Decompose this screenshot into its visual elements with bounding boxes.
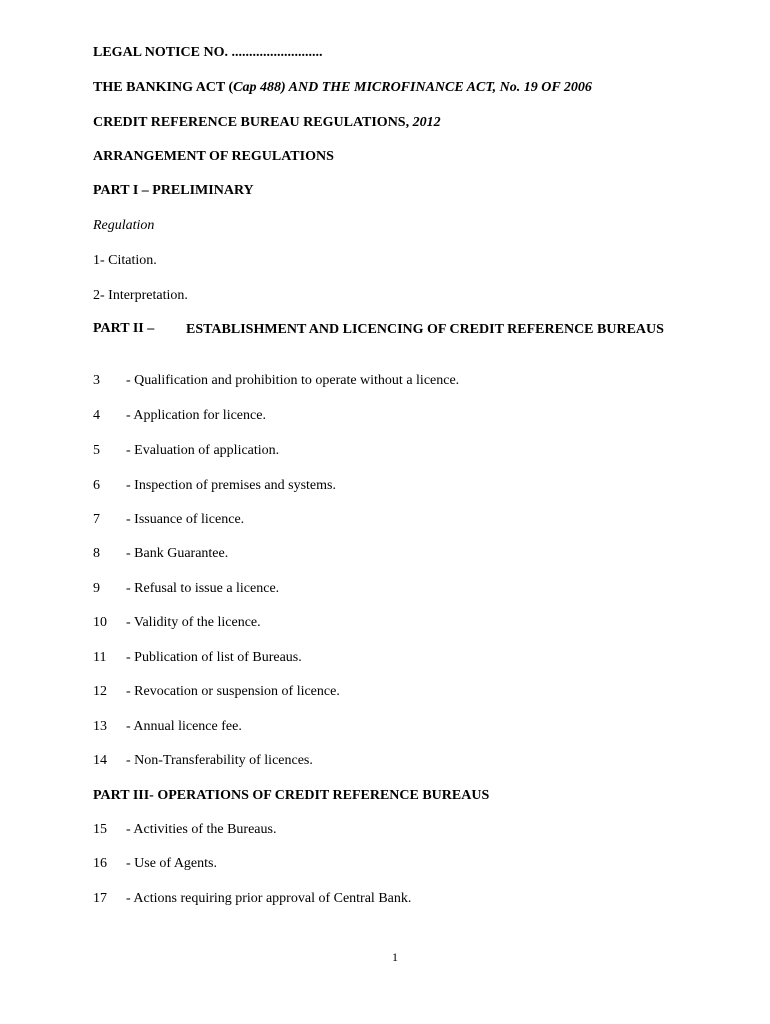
- part2-title: ESTABLISHMENT AND LICENCING OF CREDIT REFERENCE BUREAUS: [186, 322, 664, 337]
- list-item: [0, 719, 770, 737]
- item-text: - Use of Agents.: [126, 856, 217, 871]
- list-item: 2- Interpretation.: [93, 288, 188, 303]
- act-title: [93, 79, 592, 97]
- item-text: - Application for licence.: [126, 408, 266, 423]
- item-text: - Bank Guarantee.: [126, 546, 229, 561]
- regulations-title-text: CREDIT REFERENCE BUREAU REGULATIONS,: [93, 115, 413, 130]
- part3-heading: PART III- OPERATIONS OF CREDIT REFERENCE BUREAUS: [93, 788, 490, 803]
- list-item: [0, 512, 770, 530]
- item-number: 13: [93, 719, 107, 734]
- list-item: [0, 615, 770, 633]
- act-title-prefix: THE BANKING ACT (: [93, 80, 234, 95]
- list-item: [0, 408, 770, 426]
- item-text: - Evaluation of application.: [126, 443, 280, 458]
- list-item: [0, 373, 770, 391]
- item-number: 11: [93, 650, 107, 665]
- regulation-label: Regulation: [93, 218, 155, 233]
- list-item: [0, 650, 770, 668]
- item-number: 12: [93, 684, 107, 699]
- item-text: - Inspection of premises and systems.: [126, 478, 336, 493]
- part2-label: PART II –: [93, 321, 155, 336]
- arrangement-heading: ARRANGEMENT OF REGULATIONS: [93, 149, 334, 164]
- item-number: 7: [93, 512, 100, 527]
- list-item: [0, 581, 770, 599]
- list-item: [0, 891, 770, 909]
- item-number: 14: [93, 753, 107, 768]
- item-text: - Refusal to issue a licence.: [126, 581, 280, 596]
- item-number: 8: [93, 546, 100, 561]
- list-item: [0, 443, 770, 461]
- item-text: - Qualification and prohibition to operate without a licence.: [126, 373, 460, 388]
- list-item: [0, 546, 770, 564]
- regulations-title: [93, 114, 441, 132]
- item-number: 9: [93, 581, 100, 596]
- list-item: [0, 822, 770, 840]
- item-number: 4: [93, 408, 100, 423]
- item-text: - Revocation or suspension of licence.: [126, 684, 340, 699]
- list-item: [0, 684, 770, 702]
- item-number: 3: [93, 373, 100, 388]
- act-title-italic: Cap 488) AND THE MICROFINANCE ACT, No. 19 OF 2006: [233, 80, 592, 95]
- item-text: - Actions requiring prior approval of Central Bank.: [126, 891, 412, 906]
- legal-notice-heading: LEGAL NOTICE NO. ..........................: [93, 45, 323, 60]
- list-item: [0, 856, 770, 874]
- item-text: - Issuance of licence.: [126, 512, 245, 527]
- item-number: 6: [93, 478, 100, 493]
- regulations-year: 2012: [412, 115, 441, 130]
- item-text: - Activities of the Bureaus.: [126, 822, 277, 837]
- list-item: [0, 478, 770, 496]
- item-text: - Validity of the licence.: [126, 615, 261, 630]
- item-text: - Publication of list of Bureaus.: [126, 650, 302, 665]
- item-number: 10: [93, 615, 107, 630]
- item-number: 16: [93, 856, 107, 871]
- item-number: 15: [93, 822, 107, 837]
- item-number: 17: [93, 891, 107, 906]
- list-item: 1- Citation.: [93, 253, 157, 268]
- item-text: - Non-Transferability of licences.: [126, 753, 313, 768]
- item-text: - Annual licence fee.: [126, 719, 242, 734]
- list-item: [0, 753, 770, 771]
- part1-heading: PART I – PRELIMINARY: [93, 183, 254, 198]
- page-number: 1: [392, 950, 398, 964]
- item-number: 5: [93, 443, 100, 458]
